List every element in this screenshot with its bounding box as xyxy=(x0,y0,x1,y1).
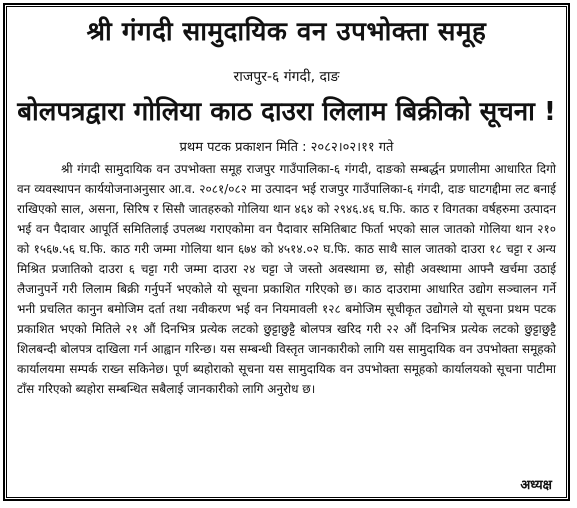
signature-chairperson: अध्यक्ष xyxy=(520,478,552,493)
notice-frame xyxy=(3,3,570,501)
notice-heading: बोलपत्रद्वारा गोलिया काठ दाउरा लिलाम बिक्रीको सूचना ! xyxy=(17,97,556,127)
notice-body: श्री गंगदी सामुदायिक वन उपभोक्ता समूह राजपुर गाउँपालिका-६ गंगदी, दाङको सम्बर्द्धन प्रणालीमा आधारित दिगो वन व्यवस्थापन कार्ययोजनाअनुसार आ.व. २०८१/०८२ मा उत्पादन भई राजपुर गाउँपालिका-६ गंगदी, दाङ घाटगद्दीमा लट बनाई राखिएको साल, असना, सिरिष र सिसौ जातहरुको गोलिया थान ४६४ को २९४६.४६ घ.फि. काठ र विगतका वर्षहरुमा उत्पादन भई वन पैदावार आपूर्ति समितिलाई उपलब्ध गराएकोमा वन पैदावार समितिबाट फिर्ता भएको साल जातको गोलिया थान २१० को १५६७.५६ घ.फि. काठ गरी जम्मा गोलिया थान ६७४ को ४५१४.०२ घ.फि. काठ साथै साल जातको दाउरा १८ चट्टा र अन्य मिश्रित प्रजातिको दाउरा ६ चट्टा गरी जम्मा दाउरा २४ चट्टा जे जस्तो अवस्थामा छ, सोही अवस्थामा आफ्नै खर्चमा उठाई लैजानुपर्ने गरी लिलाम बिक्री गर्नुपर्ने भएकोले यो सूचना प्रकाशित गरिएको छ। काठ दाउरामा आधारित उद्योग सञ्चालन गर्ने भनी प्रचलित कानुन बमोजिम दर्ता तथा नवीकरण भई वन नियमावली १२८ बमोजिम सूचीकृत उद्योगले यो सूचना प्रथम पटक प्रकाशित भएको मितिले २१ औं दिनभित्र प्रत्येक लटको छुट्टाछुट्टै बोलपत्र खरिद गरी २२ औं दिनभित्र प्रत्येक लटको छुट्टाछुट्टै शिलबन्दी बोलपत्र दाखिला गर्न आह्वान गरिन्छ। यस सम्बन्धी विस्तृत जानकारीको लागि यस सामुदायिक वन उपभोक्ता समूहको कार्यालयमा सम्पर्क राख्न सकिनेछ। पूर्ण ब्यहोराको सूचना यस सामुदायिक वन उपभोक्ता समूहको कार्यालयको सूचना पाटीमा टाँस गरिएको ब्यहोरा सम्बन्धित सबैलाई जानकारीको लागि अनुरोध छ। xyxy=(17,162,556,396)
publication-date: प्रथम पटक प्रकाशन मिति : २०८२।०२।११ गते xyxy=(179,140,394,155)
organization-title: श्री गंगदी सामुदायिक वन उपभोक्ता समूह xyxy=(86,17,487,47)
organization-address: राजपुर-६ गंगदी, दाङ xyxy=(233,69,340,85)
